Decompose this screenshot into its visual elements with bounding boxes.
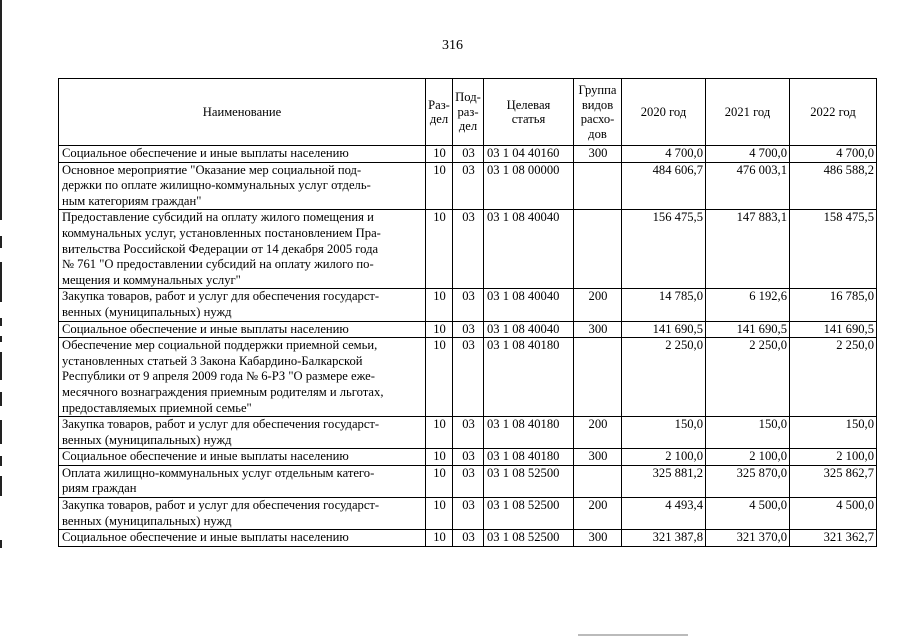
header-2020-text: 2020 год bbox=[640, 104, 687, 119]
cell-2022: 486 588,2 bbox=[790, 162, 877, 210]
cell-2020: 2 100,0 bbox=[622, 449, 706, 466]
table-row bbox=[59, 146, 877, 163]
cell-subsection: 03 bbox=[453, 417, 484, 449]
cell-section: 10 bbox=[426, 210, 453, 289]
cell-target: 03 1 08 40180 bbox=[484, 338, 574, 417]
table-row bbox=[59, 449, 877, 466]
header-subsection-text: Под- раз- дел bbox=[455, 90, 481, 134]
cell-expense-group bbox=[574, 162, 622, 210]
cell-subsection: 03 bbox=[453, 498, 484, 530]
cell-target: 03 1 08 52500 bbox=[484, 465, 574, 497]
cell-2022: 2 100,0 bbox=[790, 449, 877, 466]
cell-section: 10 bbox=[426, 498, 453, 530]
cell-2020: 4 700,0 bbox=[622, 146, 706, 163]
table-row bbox=[59, 498, 877, 530]
cell-subsection: 03 bbox=[453, 289, 484, 321]
cell-name: Закупка товаров, работ и услуг для обеспечения государст- венных (муниципальных) нужд bbox=[59, 417, 426, 449]
cell-subsection: 03 bbox=[453, 465, 484, 497]
cell-name: Социальное обеспечение и иные выплаты населению bbox=[59, 321, 426, 338]
table-row bbox=[59, 338, 877, 417]
page-number: 316 bbox=[442, 38, 463, 53]
cell-subsection: 03 bbox=[453, 321, 484, 338]
cell-expense-group: 200 bbox=[574, 417, 622, 449]
header-subsection bbox=[453, 79, 484, 146]
cell-2021: 141 690,5 bbox=[706, 321, 790, 338]
cell-target: 03 1 08 52500 bbox=[484, 498, 574, 530]
cell-2021: 2 250,0 bbox=[706, 338, 790, 417]
cell-2021: 476 003,1 bbox=[706, 162, 790, 210]
cell-target: 03 1 08 00000 bbox=[484, 162, 574, 210]
cell-section: 10 bbox=[426, 289, 453, 321]
header-section-text: Раз- дел bbox=[428, 97, 450, 126]
cell-target: 03 1 04 40160 bbox=[484, 146, 574, 163]
cell-2020: 14 785,0 bbox=[622, 289, 706, 321]
cell-name: Закупка товаров, работ и услуг для обеспечения государст- венных (муниципальных) нужд bbox=[59, 289, 426, 321]
cell-section: 10 bbox=[426, 449, 453, 466]
cell-expense-group: 300 bbox=[574, 146, 622, 163]
cell-2020: 484 606,7 bbox=[622, 162, 706, 210]
cell-subsection: 03 bbox=[453, 338, 484, 417]
header-target bbox=[484, 79, 574, 146]
budget-table bbox=[58, 78, 877, 547]
header-section bbox=[426, 79, 453, 146]
table-row bbox=[59, 465, 877, 497]
cell-target: 03 1 08 40040 bbox=[484, 321, 574, 338]
cell-section: 10 bbox=[426, 417, 453, 449]
table-body bbox=[59, 146, 877, 547]
cell-2022: 321 362,7 bbox=[790, 530, 877, 547]
table-row bbox=[59, 289, 877, 321]
cell-target: 03 1 08 40180 bbox=[484, 449, 574, 466]
cell-subsection: 03 bbox=[453, 162, 484, 210]
cell-expense-group: 300 bbox=[574, 449, 622, 466]
cell-expense-group: 200 bbox=[574, 498, 622, 530]
cell-section: 10 bbox=[426, 321, 453, 338]
table-row bbox=[59, 321, 877, 338]
scan-edge bbox=[0, 0, 2, 640]
cell-2022: 141 690,5 bbox=[790, 321, 877, 338]
cell-name: Социальное обеспечение и иные выплаты населению bbox=[59, 146, 426, 163]
cell-2022: 2 250,0 bbox=[790, 338, 877, 417]
cell-subsection: 03 bbox=[453, 449, 484, 466]
cell-2021: 2 100,0 bbox=[706, 449, 790, 466]
header-expense-group-text: Группа видов расхо- дов bbox=[578, 83, 617, 141]
cell-2021: 150,0 bbox=[706, 417, 790, 449]
cell-section: 10 bbox=[426, 146, 453, 163]
cell-section: 10 bbox=[426, 162, 453, 210]
cell-target: 03 1 08 40040 bbox=[484, 289, 574, 321]
table-row bbox=[59, 162, 877, 210]
cell-2021: 147 883,1 bbox=[706, 210, 790, 289]
cell-name: Основное мероприятие "Оказание мер социальной под- держки по оплате жилищно-коммунальных услуг отдель- ным категориям граждан" bbox=[59, 162, 426, 210]
cell-target: 03 1 08 52500 bbox=[484, 530, 574, 547]
cell-target: 03 1 08 40180 bbox=[484, 417, 574, 449]
cell-2021: 325 870,0 bbox=[706, 465, 790, 497]
cell-2020: 2 250,0 bbox=[622, 338, 706, 417]
cell-name: Оплата жилищно-коммунальных услуг отдельным катего- риям граждан bbox=[59, 465, 426, 497]
table-row bbox=[59, 417, 877, 449]
cell-2022: 4 500,0 bbox=[790, 498, 877, 530]
header-2022 bbox=[790, 79, 877, 146]
table-header-row bbox=[59, 79, 877, 146]
cell-name: Социальное обеспечение и иные выплаты населению bbox=[59, 530, 426, 547]
header-target-text: Целевая статья bbox=[506, 97, 551, 126]
header-2021-text: 2021 год bbox=[724, 104, 771, 119]
header-expense-group bbox=[574, 79, 622, 146]
cell-target: 03 1 08 40040 bbox=[484, 210, 574, 289]
cell-expense-group: 200 bbox=[574, 289, 622, 321]
cell-subsection: 03 bbox=[453, 530, 484, 547]
cell-subsection: 03 bbox=[453, 146, 484, 163]
scan-artifact bbox=[578, 634, 688, 636]
cell-2020: 4 493,4 bbox=[622, 498, 706, 530]
cell-section: 10 bbox=[426, 530, 453, 547]
table-row bbox=[59, 210, 877, 289]
cell-2022: 16 785,0 bbox=[790, 289, 877, 321]
header-name-text: Наименование bbox=[202, 104, 282, 119]
cell-2022: 150,0 bbox=[790, 417, 877, 449]
cell-2021: 4 700,0 bbox=[706, 146, 790, 163]
header-name bbox=[59, 79, 426, 146]
cell-2020: 321 387,8 bbox=[622, 530, 706, 547]
cell-name: Предоставление субсидий на оплату жилого помещения и коммунальных услуг, установленных постановлением Пра- вительства Российской Федерации от 14 декабря 2005 года № 761 "О предоставлении субсидий на оплату жилого по- мещения и коммунальных услуг" bbox=[59, 210, 426, 289]
cell-2022: 325 862,7 bbox=[790, 465, 877, 497]
header-2021 bbox=[706, 79, 790, 146]
header-2022-text: 2022 год bbox=[810, 104, 856, 119]
cell-2021: 321 370,0 bbox=[706, 530, 790, 547]
cell-2020: 141 690,5 bbox=[622, 321, 706, 338]
cell-name: Закупка товаров, работ и услуг для обеспечения государст- венных (муниципальных) нужд bbox=[59, 498, 426, 530]
cell-2022: 4 700,0 bbox=[790, 146, 877, 163]
cell-2020: 325 881,2 bbox=[622, 465, 706, 497]
cell-section: 10 bbox=[426, 465, 453, 497]
cell-2020: 156 475,5 bbox=[622, 210, 706, 289]
header-2020 bbox=[622, 79, 706, 146]
cell-expense-group: 300 bbox=[574, 321, 622, 338]
cell-name: Социальное обеспечение и иные выплаты населению bbox=[59, 449, 426, 466]
cell-2021: 6 192,6 bbox=[706, 289, 790, 321]
cell-expense-group bbox=[574, 338, 622, 417]
cell-expense-group: 300 bbox=[574, 530, 622, 547]
table-row bbox=[59, 530, 877, 547]
cell-2020: 150,0 bbox=[622, 417, 706, 449]
cell-2022: 158 475,5 bbox=[790, 210, 877, 289]
cell-expense-group bbox=[574, 210, 622, 289]
cell-2021: 4 500,0 bbox=[706, 498, 790, 530]
cell-subsection: 03 bbox=[453, 210, 484, 289]
cell-expense-group bbox=[574, 465, 622, 497]
cell-name: Обеспечение мер социальной поддержки приемной семьи, установленных статьей 3 Закона Кабардино-Балкарской Республики от 9 апреля 2009 года № 6-РЗ "О размере еже- месячного вознаграждения приемным родителям и льготах, предоставляемых приемной семье" bbox=[59, 338, 426, 417]
cell-section: 10 bbox=[426, 338, 453, 417]
